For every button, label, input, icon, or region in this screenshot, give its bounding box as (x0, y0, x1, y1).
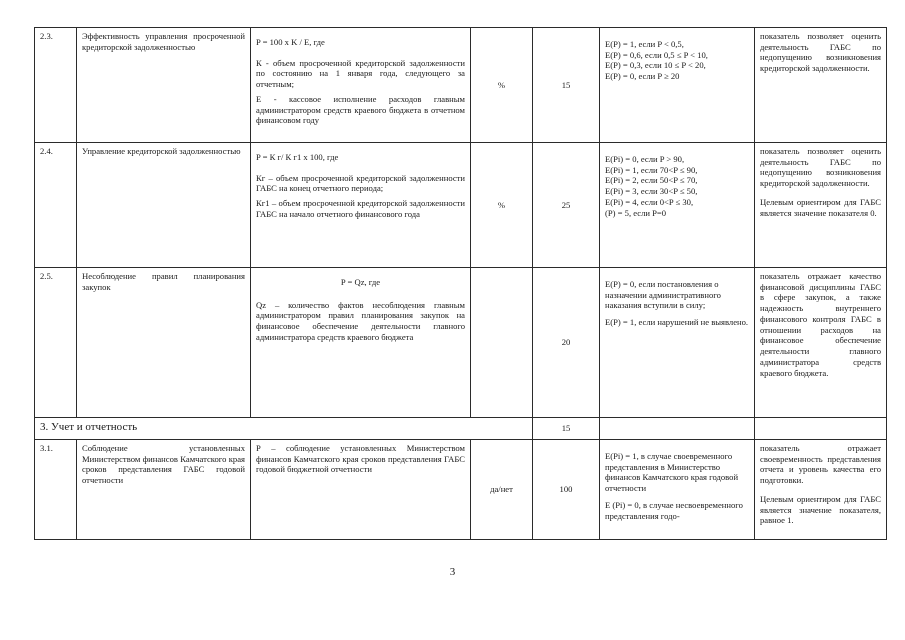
criteria-line: E(Pi) = 1, в случае своевременного представления в Министерство финансов Камчатского края годовой отчетности (605, 451, 739, 494)
comment-cell (755, 28, 887, 143)
formula-note: Кг – объем просроченной кредиторской задолженности ГАБС на конец отчетного периода; (256, 172, 465, 194)
criteria-line: E (Pi) = 0, в случае несвоевременного представления годо- (605, 499, 743, 521)
evaluation-criteria (600, 143, 755, 268)
formula-cell (251, 28, 471, 143)
formula-cell (251, 440, 471, 540)
table-row (35, 28, 887, 143)
formula: P = К г/ К г1 х 100, где (256, 152, 339, 162)
criteria-line: E(Pi) = 4, если 0<P ≤ 30, (605, 196, 694, 207)
row-number: 2.5. (35, 268, 77, 418)
evaluation-criteria (600, 440, 755, 540)
evaluation-criteria (600, 28, 755, 143)
formula-note: К - объем просроченной кредиторской задолженности по состоянию на 1 января года, следующего за отчетным; (256, 57, 465, 90)
criteria-line: E(P) = 0,6, если 0,5 ≤ P < 10, (605, 49, 708, 60)
comment-cell (755, 143, 887, 268)
comment-cell (755, 440, 887, 540)
formula-note: Кг1 – объем просроченной кредиторской задолженности ГАБС на начало отчетного финансового года (256, 198, 465, 219)
indicator-name: Несоблюдение правил планирования закупок (77, 268, 251, 418)
criteria-line: E(P) = 0, если P ≥ 20 (605, 71, 680, 82)
criteria-line: E(Pi) = 2, если 50<P ≤ 70, (605, 175, 698, 186)
indicator-name: Управление кредиторской задолженностью (77, 143, 251, 268)
formula: P = Qz, где (340, 277, 381, 287)
page-number: 3 (449, 566, 456, 578)
criteria-line: E(P) = 0,3, если 10 ≤ P < 20, (605, 60, 706, 71)
comment: показатель позволяет оценить деятельность ГАБС по недопущению возникновения кредиторской задолженности. (760, 146, 881, 189)
criteria-line: E(P) = 1, если нарушений не выявлено. (605, 317, 749, 328)
unit (471, 268, 533, 418)
unit: % (471, 143, 533, 268)
table-row (35, 143, 887, 268)
row-number: 2.4. (35, 143, 77, 268)
section-title: 3. Учет и отчетность (35, 418, 533, 440)
row-number: 2.3. (35, 28, 77, 143)
formula: P = 100 x K / E, где (256, 37, 325, 47)
table-row (35, 268, 887, 418)
comment-cell (755, 268, 887, 418)
section-row (35, 418, 887, 440)
weight: 100 (533, 440, 600, 540)
comment: показатель позволяет оценить деятельность ГАБС по недопущению возникновения кредиторской задолженности. (760, 31, 881, 74)
criteria-line: E(Pi) = 0, если P > 90, (605, 154, 685, 164)
formula-note: Qz – количество фактов несоблюдения главным администратором правил планирования закупок на финансовое обеспечение деятельности главного администратора средств краевого бюджета (256, 299, 465, 342)
indicator-name: Эффективность управления просроченной кредиторской задолженностью (77, 28, 251, 143)
formula-description (256, 173, 465, 220)
row-number: 3.1. (35, 440, 77, 540)
criteria-line: E(P) = 0, если постановления о назначении административного наказания вступили в силу; (605, 279, 721, 311)
weight: 15 (533, 28, 600, 143)
comment: показатель отражает качество финансовой дисциплины ГАБС в сфере закупок, а также надежность внутреннего финансового контроля ГАБС в отношении расходов на финансовое обеспечение деятельности главного администратора средств краевого бюджета. (760, 271, 881, 378)
comment: Целевым ориентиром для ГАБС является значение показателя 0. (760, 196, 881, 218)
evaluation-criteria (600, 268, 755, 418)
section-weight: 15 (533, 418, 600, 440)
weight: 20 (533, 268, 600, 418)
formula-cell (251, 268, 471, 418)
comment: Целевым ориентиром для ГАБС является значение показателя, равное 1. (760, 493, 881, 526)
weight: 25 (533, 143, 600, 268)
table-row (35, 440, 887, 540)
unit: % (471, 28, 533, 143)
indicator-name: Соблюдение установленных Министерством финансов Камчатского края сроков представления ГАБС годовой отчетности (77, 440, 251, 540)
formula: Р – соблюдение установленных Министерством финансов Камчатского края сроков представления ГАБС годовой бюджетной отчетности (256, 443, 465, 475)
criteria-line: (P) = 5, если P=0 (605, 207, 667, 218)
unit: да/нет (471, 440, 533, 540)
comment: показатель отражает своевременность представления отчета и уровень качества его подготовки. (760, 443, 881, 486)
criteria-line: E(Pi) = 1, если 70<P ≤ 90, (605, 164, 698, 175)
formula-description (256, 58, 465, 126)
formula-note: Е - кассовое исполнение расходов главным администратором средств краевого бюджета в отчетном финансовом году (256, 93, 465, 126)
formula-description (256, 300, 465, 343)
criteria-line: E(Pi) = 3, если 30<P ≤ 50, (605, 186, 698, 197)
criteria-table (34, 27, 887, 540)
formula-cell (251, 143, 471, 268)
criteria-line: E(P) = 1, если P < 0,5, (605, 39, 684, 49)
